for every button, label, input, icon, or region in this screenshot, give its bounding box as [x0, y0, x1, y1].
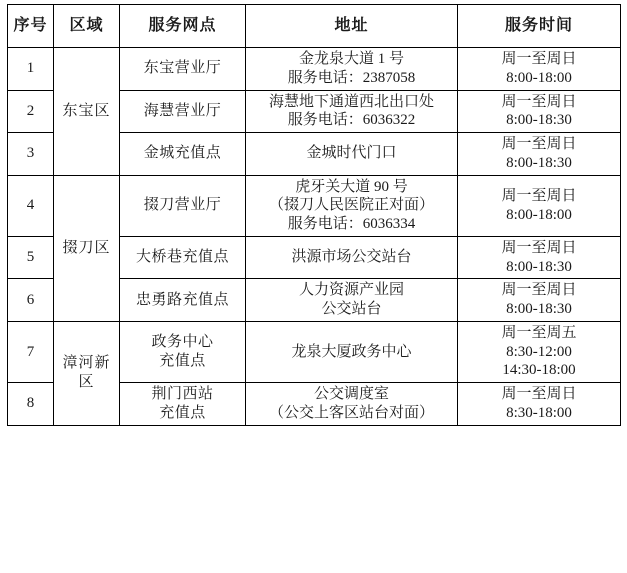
- cell-area: 东宝区: [54, 48, 120, 176]
- cell-service-time: 周一至周日 8:00-18:30: [458, 90, 621, 133]
- header-address: 地址: [246, 5, 458, 48]
- table-header-row: [8, 5, 621, 48]
- table-body: [8, 48, 621, 426]
- cell-service-time: 周一至周五 8:30-12:00 14:30-18:00: [458, 321, 621, 382]
- cell-sequence-number: 8: [8, 383, 54, 426]
- cell-service-site: 掇刀营业厅: [120, 175, 246, 236]
- cell-address: 龙泉大厦政务中心: [246, 321, 458, 382]
- cell-service-time: 周一至周日 8:00-18:00: [458, 175, 621, 236]
- table-row: [8, 48, 621, 91]
- cell-address: 洪源市场公交站台: [246, 236, 458, 279]
- service-points-table: [7, 4, 621, 426]
- table-row: [8, 321, 621, 382]
- cell-address: 海慧地下通道西北出口处 服务电话：6036322: [246, 90, 458, 133]
- cell-service-site: 东宝营业厅: [120, 48, 246, 91]
- table-row: [8, 175, 621, 236]
- cell-service-site: 荆门西站 充值点: [120, 383, 246, 426]
- cell-service-time: 周一至周日 8:00-18:30: [458, 236, 621, 279]
- cell-sequence-number: 4: [8, 175, 54, 236]
- header-area: 区域: [54, 5, 120, 48]
- cell-service-site: 忠勇路充值点: [120, 279, 246, 322]
- cell-service-site: 大桥巷充值点: [120, 236, 246, 279]
- cell-sequence-number: 7: [8, 321, 54, 382]
- cell-service-site: 金城充值点: [120, 133, 246, 176]
- cell-sequence-number: 2: [8, 90, 54, 133]
- header-no: 序号: [8, 5, 54, 48]
- cell-address: 虎牙关大道 90 号 （掇刀人民医院正对面） 服务电话：6036334: [246, 175, 458, 236]
- cell-sequence-number: 6: [8, 279, 54, 322]
- cell-service-time: 周一至周日 8:00-18:00: [458, 48, 621, 91]
- cell-service-time: 周一至周日 8:00-18:30: [458, 279, 621, 322]
- cell-area: 漳河新区: [54, 321, 120, 425]
- cell-service-time: 周一至周日 8:30-18:00: [458, 383, 621, 426]
- cell-sequence-number: 5: [8, 236, 54, 279]
- cell-address: 公交调度室 （公交上客区站台对面）: [246, 383, 458, 426]
- header-service-time: 服务时间: [458, 5, 621, 48]
- cell-area: 掇刀区: [54, 175, 120, 321]
- cell-address: 人力资源产业园 公交站台: [246, 279, 458, 322]
- cell-sequence-number: 1: [8, 48, 54, 91]
- cell-service-time: 周一至周日 8:00-18:30: [458, 133, 621, 176]
- cell-service-site: 海慧营业厅: [120, 90, 246, 133]
- cell-sequence-number: 3: [8, 133, 54, 176]
- cell-address: 金龙泉大道 1 号 服务电话：2387058: [246, 48, 458, 91]
- cell-service-site: 政务中心 充值点: [120, 321, 246, 382]
- cell-address: 金城时代门口: [246, 133, 458, 176]
- header-site: 服务网点: [120, 5, 246, 48]
